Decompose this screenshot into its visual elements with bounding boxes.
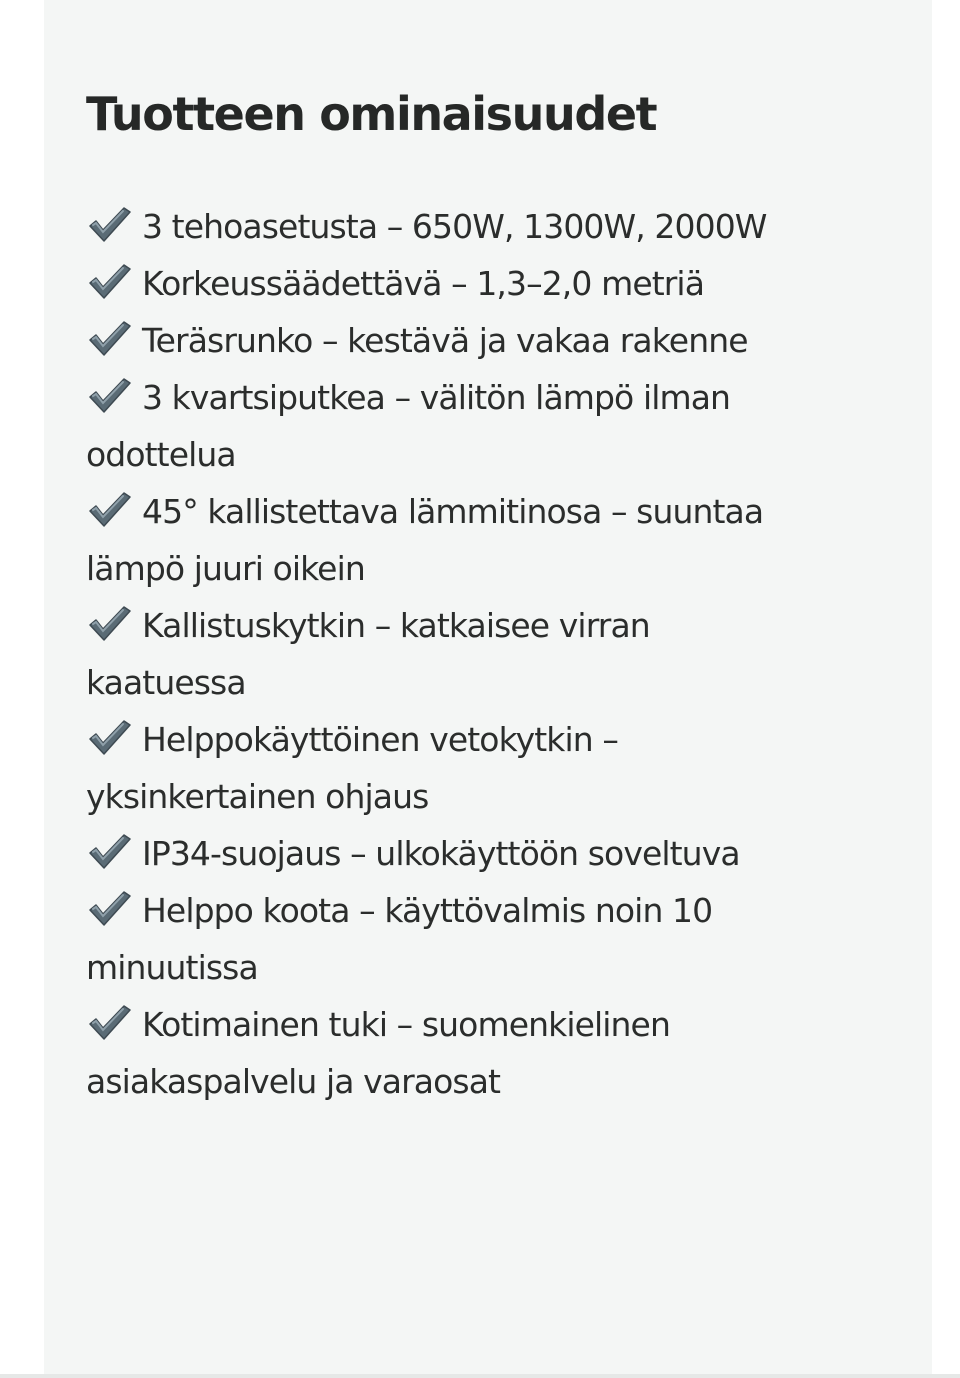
feature-text: Kallistuskytkin – katkaisee virran kaatuessa [86, 606, 650, 702]
feature-text: 3 tehoasetusta – 650W, 1300W, 2000W [142, 207, 767, 246]
features-list [86, 198, 806, 1110]
check-mark-icon [86, 489, 132, 529]
list-item [86, 996, 806, 1110]
list-item [86, 198, 806, 255]
list-item [86, 597, 806, 711]
check-mark-icon [86, 204, 132, 244]
check-mark-icon [86, 261, 132, 301]
check-mark-icon [86, 1002, 132, 1042]
list-item [86, 369, 806, 483]
check-mark-icon [86, 603, 132, 643]
list-item [86, 312, 806, 369]
section-title: Tuotteen ominaisuudet [86, 87, 657, 141]
check-mark-icon [86, 717, 132, 757]
feature-text: 45° kallistettava lämmitinosa – suuntaa lämpö juuri oikein [86, 492, 764, 588]
list-item [86, 882, 806, 996]
feature-text: Teräsrunko – kestävä ja vakaa rakenne [142, 321, 748, 360]
check-mark-icon [86, 375, 132, 415]
feature-text: Kotimainen tuki – suomenkielinen asiakaspalvelu ja varaosat [86, 1005, 670, 1101]
divider [0, 1374, 960, 1378]
feature-text: Korkeussäädettävä – 1,3–2,0 metriä [142, 264, 705, 303]
list-item [86, 711, 806, 825]
check-mark-icon [86, 831, 132, 871]
check-mark-icon [86, 888, 132, 928]
check-mark-icon [86, 318, 132, 358]
feature-text: Helppo koota – käyttövalmis noin 10 minuutissa [86, 891, 713, 987]
list-item [86, 483, 806, 597]
feature-text: 3 kvartsiputkea – välitön lämpö ilman odottelua [86, 378, 731, 474]
feature-text: IP34-suojaus – ulkokäyttöön soveltuva [142, 834, 740, 873]
product-features-section [86, 84, 806, 1110]
list-item [86, 825, 806, 882]
list-item [86, 255, 806, 312]
feature-text: Helppokäyttöinen vetokytkin – yksinkertainen ohjaus [86, 720, 618, 816]
